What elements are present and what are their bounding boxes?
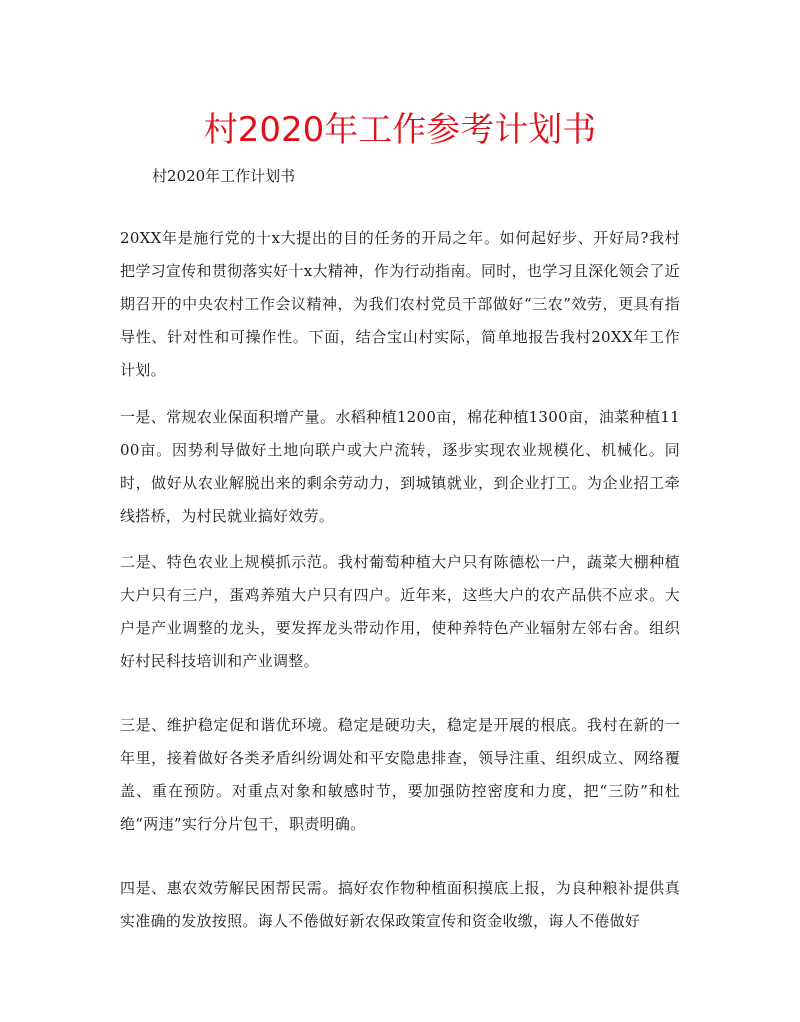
document-title: 村2020年工作参考计划书 bbox=[203, 110, 597, 150]
paragraph-stability: 三是、维护稳定促和谐优环境。稳定是硬功夫，稳定是开展的根底。我村在新的一年里，接着做好各类矛盾纠纷调处和平安隐患排查，领导注重、组织成立、网络覆盖、重在预防。对重点对象和敏感时节，要加强防控密度和力度，把“三防”和杜绝“两违”实行分片包干，职责明确。 bbox=[120, 716, 680, 833]
document-subtitle: 村2020年工作计划书 bbox=[152, 167, 296, 185]
paragraph-specialty-farming: 二是、特色农业上规模抓示范。我村葡萄种植大户只有陈德松一户，蔬菜大棚种植大户只有三户，蛋鸡养殖大户只有四户。近年来，这些大户的农产品供不应求。大户是产业调整的龙头，要发挥龙头带动作用，使种养特色产业辐射左邻右舍。组织好村民科技培训和产业调整。 bbox=[120, 553, 680, 670]
paragraph-services: 四是、惠农效劳解民困帮民需。搞好农作物种植面积摸底上报，为良种粮补提供真实准确的发放按照。诲人不倦做好新农保政策宣传和资金收缴，诲人不倦做好 bbox=[120, 879, 680, 930]
paragraph-intro: 20XX年是施行党的十x大提出的目的任务的开局之年。如何起好步、开好局?我村把学习宣传和贯彻落实好十x大精神，作为行动指南。同时，也学习且深化领会了近期召开的中央农村工作会议精神，为我们农村党员干部做好“三农”效劳，更具有指导性、针对性和可操作性。下面，结合宝山村实际，简单地报告我村20XX年工作计划。 bbox=[120, 229, 680, 379]
paragraph-agriculture: 一是、常规农业保面积增产量。水稻种植1200亩，棉花种植1300亩，油菜种植1100亩。因势利导做好土地向联户或大户流转，逐步实现农业规模化、机械化。同时，做好从农业解脱出来的剩余劳动力，到城镇就业，到企业打工。为企业招工牵线搭桥，为村民就业搞好效劳。 bbox=[120, 408, 680, 525]
